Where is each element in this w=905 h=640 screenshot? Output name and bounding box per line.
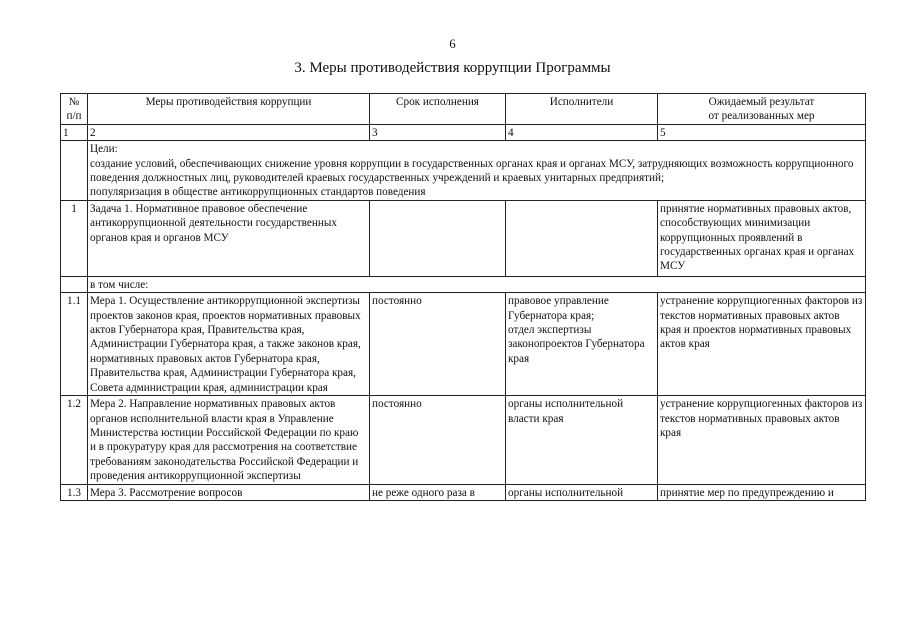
goals-text: Цели: создание условий, обеспечивающих снижение уровня коррупции в государственных органах края и органах МСУ, затрудняющих возможность коррупционного поведения должностных лиц, руководителей краевых государственных учреждений и краевых унитарных предприятий; популяризация в обществе антикоррупционных стандартов поведения	[88, 141, 866, 201]
task-result: принятие нормативных правовых актов, способствующих минимизации коррупционных проявлений в государственных органах края и органах МСУ	[658, 200, 866, 276]
measure-result: принятие мер по предупреждению и	[658, 484, 866, 500]
including-row	[61, 276, 866, 292]
task-measure: Задача 1. Нормативное правовое обеспечение антикоррупционной деятельности государственных органов края и органов МСУ	[88, 200, 370, 276]
goals-row	[61, 141, 866, 201]
measure-num: 1.3	[61, 484, 88, 500]
task-num: 1	[61, 200, 88, 276]
goals-num-cell	[61, 141, 88, 201]
col-number-5: 5	[658, 124, 866, 140]
measure-text: Мера 3. Рассмотрение вопросов	[88, 484, 370, 500]
col-number-4: 4	[506, 124, 658, 140]
header-executors: Исполнители	[506, 94, 658, 125]
task-row	[61, 200, 866, 276]
page-number: 6	[449, 36, 456, 51]
measures-table	[60, 93, 866, 501]
measure-deadline: не реже одного раза в	[370, 484, 506, 500]
task-executors	[506, 200, 658, 276]
task-deadline	[370, 200, 506, 276]
measure-num: 1.1	[61, 293, 88, 396]
header-result: Ожидаемый результат от реализованных мер	[658, 94, 866, 125]
section-title: 3. Меры противодействия коррупции Программы	[294, 60, 611, 76]
measure-text: Мера 1. Осуществление антикоррупционной экспертизы проектов законов края, проектов нормативных правовых актов Губернатора края, Правительства края, Администрации Губернатора края, а также законов края, нормативных правовых актов Губернатора края, Правительства края, Администрации Губернатора края, Совета администрации края, администрации края	[88, 293, 370, 396]
measure-executors: правовое управление Губернатора края; отдел экспертизы законопроектов Губернатора края	[506, 293, 658, 396]
measure-result: устранение коррупциогенных факторов из текстов нормативных правовых актов края и проектов нормативных правовых актов края	[658, 293, 866, 396]
measure-num: 1.2	[61, 396, 88, 484]
measure-result: устранение коррупциогенных факторов из текстов нормативных правовых актов края	[658, 396, 866, 484]
col-number-1: 1	[61, 124, 88, 140]
col-number-3: 3	[370, 124, 506, 140]
including-num-cell	[61, 276, 88, 292]
measure-text: Мера 2. Направление нормативных правовых актов органов исполнительной власти края в Управление Министерства юстиции Российской Федерации по краю и в прокуратуру края для рассмотрения на соответствие требованиям законодательства Российской Федерации и проведения антикоррупционной экспертизы	[88, 396, 370, 484]
measure-deadline: постоянно	[370, 293, 506, 396]
including-text: в том числе:	[88, 276, 866, 292]
col-number-2: 2	[88, 124, 370, 140]
table-row	[61, 484, 866, 500]
header-deadline: Срок исполнения	[370, 94, 506, 125]
header-num: № п/п	[61, 94, 88, 125]
table-row	[61, 293, 866, 396]
header-measures: Меры противодействия коррупции	[88, 94, 370, 125]
measure-deadline: постоянно	[370, 396, 506, 484]
column-numbers-row	[61, 124, 866, 140]
measure-executors: органы исполнительной	[506, 484, 658, 500]
table-header-row	[61, 94, 866, 125]
measure-executors: органы исполнительной власти края	[506, 396, 658, 484]
table-row	[61, 396, 866, 484]
